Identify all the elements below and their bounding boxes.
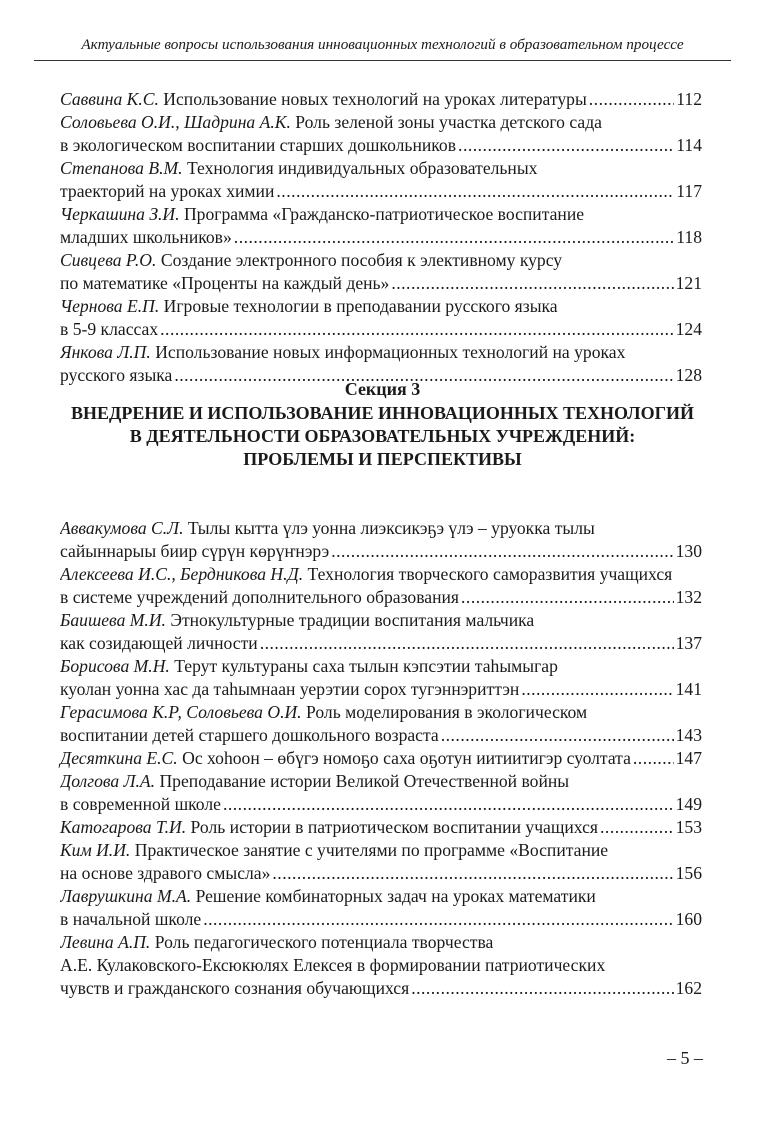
toc-entry-author: Катогарова Т.И. — [60, 817, 187, 837]
toc-entry — [60, 839, 702, 885]
leader-dots — [589, 88, 674, 111]
leader-dots — [223, 793, 674, 816]
leader-dots — [234, 226, 674, 249]
toc-entry-page: 124 — [675, 319, 702, 339]
toc-entry-page: 156 — [675, 863, 702, 883]
toc-entry — [60, 770, 702, 816]
leader-dots — [458, 134, 674, 157]
leader-dots — [441, 724, 674, 747]
toc-entry-page: 121 — [675, 273, 702, 293]
toc-entry-title-line: Тылы кытта үлэ уонна лиэксикэҕэ үлэ – уруокка тылы — [187, 518, 595, 538]
toc-entry — [60, 655, 702, 701]
toc-entry — [60, 609, 702, 655]
toc-list-part2 — [60, 517, 702, 1000]
toc-entry-page: 162 — [675, 978, 702, 998]
toc-entry-page: 112 — [676, 89, 702, 109]
toc-entry-author: Герасимова К.Р, Соловьева О.И. — [60, 702, 302, 722]
toc-entry-page: 128 — [675, 365, 702, 385]
toc-entry-page: 141 — [675, 679, 702, 699]
toc-entry-title-line: в современной школе — [60, 794, 221, 814]
toc-entry-author: Борисова М.Н. — [60, 656, 170, 676]
toc-entry-author: Саввина К.С. — [60, 89, 159, 109]
toc-entry — [60, 111, 702, 157]
toc-entry-author: Янкова Л.П. — [60, 342, 151, 362]
toc-entry — [60, 563, 702, 609]
toc-entry-title-line: Преподавание истории Великой Отечественной войны — [159, 771, 570, 791]
toc-entry — [60, 295, 702, 341]
page-number: – 5 – — [667, 1048, 703, 1068]
leader-dots — [276, 180, 674, 203]
section-heading — [34, 378, 731, 471]
toc-entry — [60, 157, 702, 203]
leader-dots — [203, 908, 673, 931]
toc-entry-page: 118 — [676, 227, 702, 247]
toc-entry-title-line: чувств и гражданского сознания обучающихся — [60, 978, 410, 998]
toc-entry-title-line: Решение комбинаторных задач на уроках математики — [195, 886, 596, 906]
toc-entry-author: Соловьева О.И., Шадрина А.К. — [60, 112, 291, 132]
toc-entry-author: Десяткина Е.С. — [60, 748, 178, 768]
toc-list-part1 — [60, 88, 702, 387]
section-title-line: ПРОБЛЕМЫ И ПЕРСПЕКТИВЫ — [243, 449, 522, 469]
toc-entry-title-line: Роль моделирования в экологическом — [306, 702, 588, 722]
toc-entry-title-line: в экологическом воспитании старших дошкольников — [60, 135, 457, 155]
toc-entry — [60, 88, 702, 111]
toc-entry-author: Степанова В.М. — [60, 158, 183, 178]
toc-entry — [60, 931, 702, 1000]
toc-entry-author: Чернова Е.П. — [60, 296, 160, 316]
toc-entry-author: Черкашина З.И. — [60, 204, 180, 224]
toc-entry-author: Долгова Л.А. — [60, 771, 156, 791]
toc-entry — [60, 203, 702, 249]
leader-dots — [600, 816, 674, 839]
leader-dots — [260, 632, 674, 655]
toc-entry-title-line: Практическое занятие с учителями по программе «Воспитание — [134, 840, 609, 860]
toc-entry-page: 114 — [676, 135, 702, 155]
toc-entry-author: Лаврушкина М.А. — [60, 886, 192, 906]
toc-entry-author: Алексеева И.С., Бердникова Н.Д. — [60, 564, 304, 584]
leader-dots — [633, 747, 674, 770]
toc-entry — [60, 701, 702, 747]
toc-entry-title-line: Ос хоһоон – өбүгэ номоҕо саха оҕотун иитиитигэр суолтата — [182, 748, 631, 768]
toc-entry-page: 143 — [675, 725, 702, 745]
toc-entry-title-line: в системе учреждений дополнительного образования — [60, 587, 460, 607]
toc-entry-author: Левина А.П. — [60, 932, 151, 952]
toc-entry-title-line: Использование новых технологий на уроках литературы — [163, 89, 587, 109]
toc-entry-title-line: траекторий на уроках химии — [60, 181, 275, 201]
toc-entry-title-line: Программа «Гражданско-патриотическое воспитание — [183, 204, 585, 224]
toc-entry-title-line: в 5-9 классах — [60, 319, 159, 339]
toc-entry-title-line: Этнокультурные традиции воспитания мальчика — [170, 610, 535, 630]
toc-entry-page: 147 — [675, 748, 702, 768]
toc-entry-author: Аввакумова С.Л. — [60, 518, 184, 538]
toc-entry-page: 160 — [675, 909, 702, 929]
toc-entry-title-line: Игровые технологии в преподавании русского языка — [163, 296, 558, 316]
toc-entry-title-line: на основе здравого смысла» — [60, 863, 271, 883]
toc-entry-title-line: младших школьников» — [60, 227, 232, 247]
toc-entry-title-line: как созидающей личности — [60, 633, 258, 653]
toc-entry-title-line: Роль истории в патриотическом воспитании учащихся — [190, 817, 599, 837]
toc-entry-title-line: в начальной школе — [60, 909, 202, 929]
toc-entry-title-line: Роль зеленой зоны участка детского сада — [295, 112, 602, 132]
running-header: Актуальные вопросы использования инновационных технологий в образовательном процессе — [34, 36, 731, 61]
toc-entry-author: Баишева М.И. — [60, 610, 166, 630]
toc-entry — [60, 747, 702, 770]
toc-entry-title-line: куолан уонна хас да таһымнаан уерэтии сорох тугэннэриттэн — [60, 679, 520, 699]
toc-entry-page: 153 — [675, 817, 702, 837]
section-title-line: В ДЕЯТЕЛЬНОСТИ ОБРАЗОВАТЕЛЬНЫХ УЧРЕЖДЕНИЙ: — [129, 426, 636, 446]
section-title-line: ВНЕДРЕНИЕ И ИСПОЛЬЗОВАНИЕ ИННОВАЦИОННЫХ ТЕХНОЛОГИЙ — [70, 403, 695, 423]
section-number: Секция 3 — [344, 379, 421, 399]
toc-entry — [60, 517, 702, 563]
toc-entry-title-line: Создание электронного пособия к элективному курсу — [160, 250, 563, 270]
leader-dots — [461, 586, 674, 609]
toc-entry — [60, 816, 702, 839]
toc-entry-title-line: по математике «Проценты на каждый день» — [60, 273, 390, 293]
toc-entry-author: Ким И.И. — [60, 840, 131, 860]
leader-dots — [160, 318, 673, 341]
toc-entry-title-line: воспитании детей старшего дошкольного возраста — [60, 725, 439, 745]
toc-entry-author: Сивцева Р.О. — [60, 250, 157, 270]
toc-entry — [60, 885, 702, 931]
toc-entry-title-line: сайыннарыы биир сүрүн көрүҥнэрэ — [60, 541, 330, 561]
leader-dots — [331, 540, 673, 563]
toc-entry — [60, 249, 702, 295]
toc-entry-title-line: Использование новых информационных технологий на уроках — [155, 342, 626, 362]
leader-dots — [272, 862, 673, 885]
toc-entry-title-line: Роль педагогического потенциала творчества — [154, 932, 494, 952]
toc-entry-title-line: А.Е. Кулаковского-Ексюкюлях Елексея в формировании патриотических — [60, 955, 606, 975]
toc-entry-page: 117 — [676, 181, 702, 201]
toc-entry-title-line: Технология творческого саморазвития учащихся — [307, 564, 673, 584]
leader-dots — [521, 678, 673, 701]
toc-entry-page: 137 — [675, 633, 702, 653]
toc-entry-page: 149 — [675, 794, 702, 814]
leader-dots — [391, 272, 673, 295]
toc-entry-title-line: русского языка — [60, 365, 173, 385]
toc-entry-page: 132 — [675, 587, 702, 607]
toc-entry-page: 130 — [675, 541, 702, 561]
toc-entry-title-line: Технология индивидуальных образовательных — [186, 158, 538, 178]
leader-dots — [411, 977, 673, 1000]
toc-entry-title-line: Терут культураны саха тылын кэпсэтии таһымыгар — [174, 656, 558, 676]
